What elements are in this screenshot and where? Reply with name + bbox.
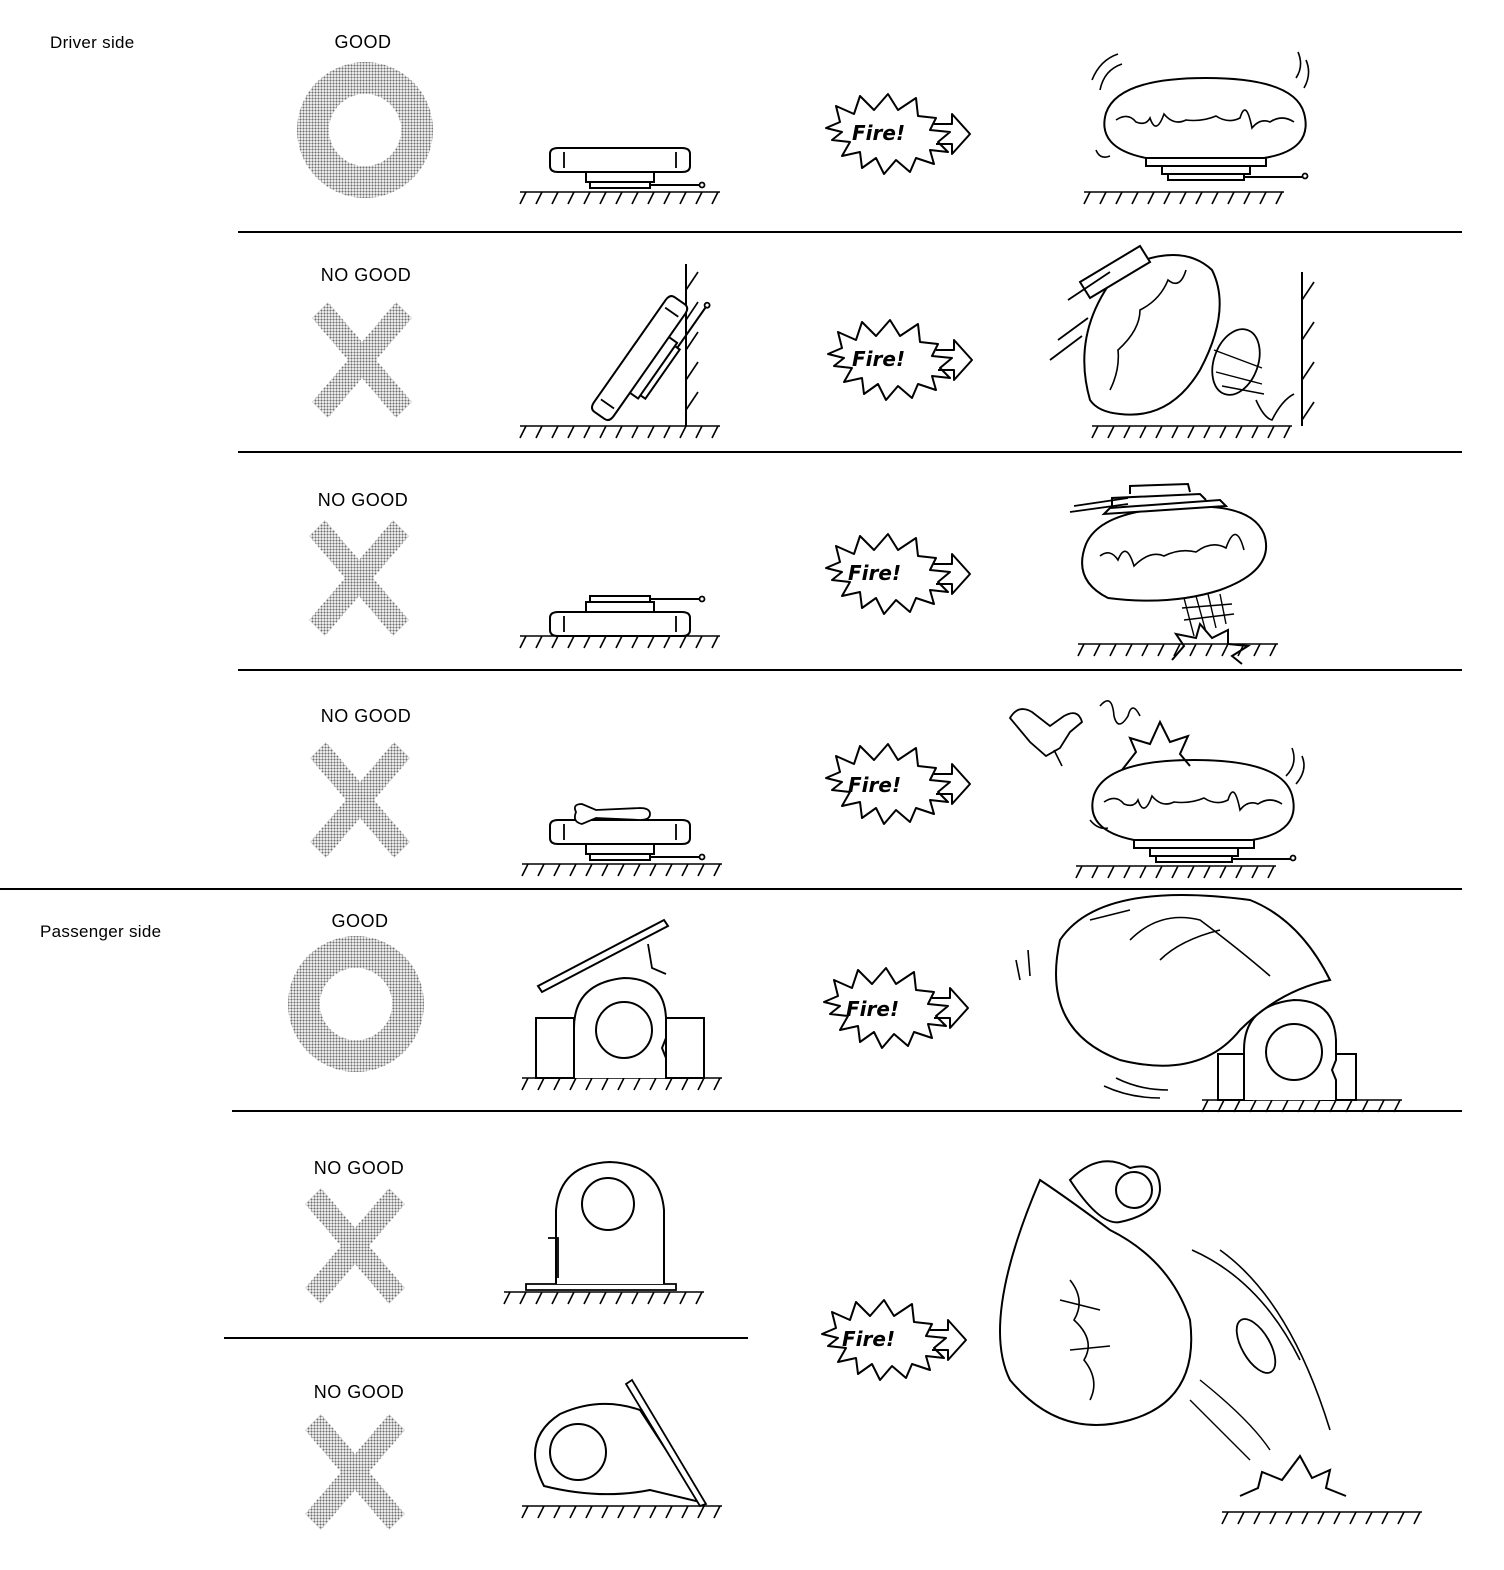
driver-bag-launched-upward: [1070, 484, 1278, 664]
passenger-module-correct-placement: [522, 920, 722, 1090]
verdict-driver-4: NO GOOD: [320, 706, 412, 726]
fire-burst-icon: [826, 534, 970, 614]
fire-burst-icon: [822, 1300, 966, 1380]
driver-module-correct-placement: [520, 148, 720, 204]
fire-burst-icon: [826, 744, 970, 824]
verdict-driver-1: GOOD: [334, 32, 392, 52]
verdict-driver-2: NO GOOD: [320, 265, 412, 285]
driver-bag-with-flying-tool: [1010, 701, 1304, 878]
driver-bag-inflated-stable: [1084, 52, 1309, 204]
driver-module-with-object-on-top: [522, 804, 722, 876]
no-good-cross-icon: [305, 1414, 405, 1530]
passenger-side-label: Passenger side: [40, 922, 162, 941]
svg-text:Fire!: Fire!: [848, 561, 902, 585]
driver-bag-launched-from-wall: [1050, 246, 1314, 438]
driver-module-leaning-on-wall: [520, 264, 720, 438]
no-good-cross-icon: [309, 520, 409, 636]
svg-text:Fire!: Fire!: [852, 347, 906, 371]
svg-text:Fire!: Fire!: [842, 1327, 896, 1351]
verdict-passenger-2: NO GOOD: [313, 1158, 405, 1178]
driver-side-label: Driver side: [50, 33, 135, 52]
passenger-bag-inflated-upward: [1016, 895, 1402, 1112]
fire-burst-icon: [826, 94, 970, 174]
svg-text:Fire!: Fire!: [846, 997, 900, 1021]
passenger-bag-launched-away: [1000, 1161, 1422, 1524]
fire-burst-icon: [824, 968, 968, 1048]
svg-text:Fire!: Fire!: [848, 773, 902, 797]
passenger-module-upside-down: [504, 1162, 704, 1304]
fire-burst-icon: [828, 320, 972, 400]
good-circle-icon: [313, 78, 417, 182]
svg-text:Fire!: Fire!: [852, 121, 906, 145]
no-good-cross-icon: [312, 302, 412, 418]
verdict-driver-3: NO GOOD: [317, 490, 409, 510]
good-circle-icon: [304, 952, 408, 1056]
no-good-cross-icon: [305, 1188, 405, 1304]
no-good-cross-icon: [310, 742, 410, 858]
verdict-passenger-3: NO GOOD: [313, 1382, 405, 1402]
verdict-passenger-1: GOOD: [331, 911, 389, 931]
passenger-module-on-side: [522, 1380, 722, 1518]
driver-module-face-down: [520, 596, 720, 648]
